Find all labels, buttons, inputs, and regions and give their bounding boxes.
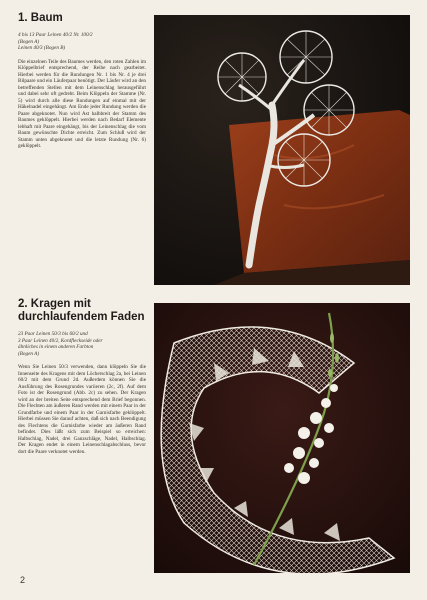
section-2-title: 2. Kragen mit durchlaufendem Faden	[18, 298, 145, 323]
collar-lace-photo	[154, 303, 410, 573]
section-2-body: Wenn Sie Leinen 50/3 verwenden, dann klöppeln Sie die Innenseite des Kragens mit dem Löcherschlag 2a, bei Leinen 60/2 mit dem Grund 2d. Außerdem können Sie die Ausführung des Rosengrundes variieren (2c, 2f). Auf dem Foto ist der Rosengrund (Abb. 2c) zu sehen. Der Kragen wird an der breiten Seite entsprechend dem Brief begonnen. Die Flechten am äußeren Rand werden mit einem Paar in der Grundfarbe und einem Paar in der Garnisfarbe geklöppelt. Hierbei müssen Sie darauf achten, daß sich nach Beendigung des Flechtens die Garnisfarbe wieder am äußeren Rand befindet. Dies läßt sich zum Beispiel so erreichen: Halbschlag, Nadel, drei Ganzschläge, Nadel, Halbschlag. Der Kragen endet in einem Leinenschlagabschluss, bevor dort die Paare verknotet werden.	[18, 364, 146, 455]
section-2-text	[18, 298, 146, 455]
section-1-title: 1. Baum	[18, 12, 63, 24]
section-2-materials: 23 Paar Leinen 50/3 bis 60/2 und 3 Paar Leinen 40/2, Kordfleckseide oder ähnliches in einem anderen Farbton (Bogen A)	[18, 331, 103, 357]
page-number: 2	[20, 575, 26, 585]
tree-lace-photo	[154, 15, 410, 285]
section-1-body: Die einzelnen Teile des Baumes werden, den roten Zahlen im Klöppelbrief entsprechend, der Reihe nach gearbeitet. Hierbei werden für die Rundungen Nr. 1 bis Nr. 4 je drei Bilpaare und ein Läuferpaar benötigt. Der Läufer wird an den betreffenden Stellen mit dem Leinenschlag herausgeführt und dabei sehr oft gedreht. Beim Klöppeln der Stamme (Nr. 5) wird durch alle diese Rundungen auf einmal mit der Häkelnadel eingehängt. Am Ende jeder Rundung werden die Paare abgeknotet. Nun wird Ast halbbreit der Stamm des Baumes geklöppelt. Hierbei werden nach Bedarf Elemente lebhaft mit Paare eingehängt, bis der Leinenschlag die vom Baum gewünschte Dichte erreicht. Zum Schluß wird der Stamm unten abgeknotet und die letzte Rundung (Nr. 6) geklöppelt.	[18, 58, 146, 150]
tree-lace-illustration	[154, 15, 410, 285]
section-1-materials: 4 bis 13 Paar Leinen 40/2 Nr. 100/2 (Bogen A) Leinen 40/3 (Bogen B)	[18, 32, 93, 52]
section-1-text	[18, 12, 146, 150]
collar-lace-illustration	[154, 303, 410, 573]
